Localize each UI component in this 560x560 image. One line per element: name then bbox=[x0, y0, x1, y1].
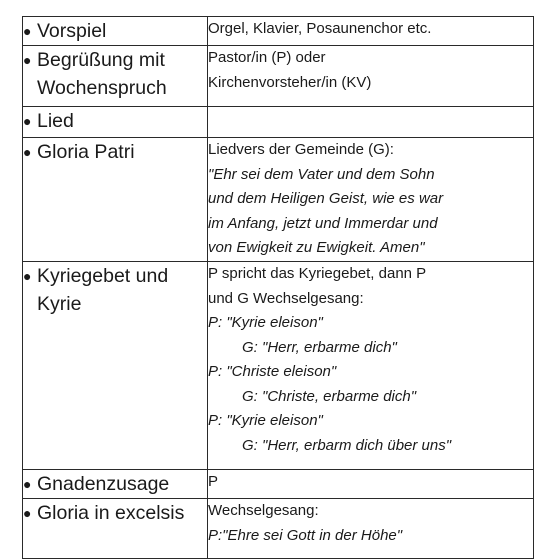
liturgy-row bbox=[23, 17, 534, 46]
liturgy-item bbox=[23, 17, 207, 45]
liturgy-row bbox=[23, 46, 534, 107]
liturgy-item-title: Gloria Patri bbox=[37, 141, 135, 163]
liturgy-item-title: Begrüßung mit Wochenspruch bbox=[37, 49, 167, 99]
liturgy-item-cell bbox=[23, 499, 208, 559]
bullet-icon: ● bbox=[23, 113, 32, 129]
liturgy-item-cell bbox=[23, 138, 208, 262]
liturgy-item-title: Vorspiel bbox=[37, 20, 107, 42]
liturgy-row bbox=[23, 107, 534, 138]
description-line: Liedvers der Gemeinde (G): bbox=[208, 141, 394, 158]
liturgy-row bbox=[23, 499, 534, 559]
liturgy-description bbox=[208, 17, 533, 42]
bullet-icon: ● bbox=[23, 268, 32, 284]
description-line: Kirchenvorsteher/in (KV) bbox=[208, 73, 372, 91]
description-line: von Ewigkeit zu Ewigkeit. Amen" bbox=[208, 239, 425, 256]
liturgy-item-cell bbox=[23, 262, 208, 470]
liturgy-description bbox=[208, 138, 533, 261]
bullet-icon: ● bbox=[23, 476, 32, 492]
liturgy-item-cell bbox=[23, 46, 208, 107]
description-line: P: "Kyrie eleison" bbox=[208, 412, 323, 429]
liturgy-description bbox=[208, 262, 533, 458]
liturgy-table bbox=[22, 16, 534, 559]
liturgy-item bbox=[23, 262, 207, 318]
liturgy-table-body bbox=[23, 17, 534, 559]
description-line: G: "Herr, erbarm dich über uns" bbox=[242, 436, 452, 454]
liturgy-description-cell bbox=[208, 470, 534, 499]
description-line: "Ehr sei dem Vater und dem Sohn bbox=[208, 165, 435, 183]
liturgy-description-cell bbox=[208, 46, 534, 107]
description-line: P spricht das Kyriegebet, dann P bbox=[208, 265, 427, 282]
description-line: im Anfang, jetzt und Immerdar und bbox=[208, 214, 438, 232]
bullet-icon: ● bbox=[23, 23, 32, 39]
liturgy-description-cell bbox=[208, 107, 534, 138]
description-line: P bbox=[208, 473, 219, 490]
liturgy-description-cell bbox=[208, 17, 534, 46]
description-line: und dem Heiligen Geist, wie es war bbox=[208, 190, 444, 207]
description-line: P: "Kyrie eleison" bbox=[208, 314, 323, 331]
liturgy-description bbox=[208, 499, 533, 548]
liturgy-item bbox=[23, 499, 207, 527]
liturgy-item bbox=[23, 107, 207, 135]
description-line: P:"Ehre sei Gott in der Höhe" bbox=[208, 526, 403, 544]
liturgy-item-cell bbox=[23, 107, 208, 138]
liturgy-item-title: Gloria in excelsis bbox=[37, 502, 185, 524]
description-line: Pastor/in (P) oder bbox=[208, 49, 326, 66]
liturgy-row bbox=[23, 262, 534, 470]
liturgy-description bbox=[208, 46, 533, 95]
description-line: P: "Christe eleison" bbox=[208, 363, 337, 380]
description-line: Orgel, Klavier, Posaunenchor etc. bbox=[208, 20, 432, 37]
liturgy-description-cell bbox=[208, 262, 534, 470]
liturgy-description-cell bbox=[208, 499, 534, 559]
description-line: und G Wechselgesang: bbox=[208, 289, 364, 307]
liturgy-description-cell bbox=[208, 138, 534, 262]
liturgy-row bbox=[23, 138, 534, 262]
liturgy-item-cell bbox=[23, 17, 208, 46]
liturgy-item bbox=[23, 470, 207, 498]
bullet-icon: ● bbox=[23, 505, 32, 521]
liturgy-item-title: Kyriegebet und Kyrie bbox=[37, 265, 169, 315]
liturgy-item-cell bbox=[23, 470, 208, 499]
liturgy-item bbox=[23, 138, 207, 166]
liturgy-description bbox=[208, 470, 533, 495]
bullet-icon: ● bbox=[23, 52, 32, 68]
liturgy-item bbox=[23, 46, 207, 102]
liturgy-row bbox=[23, 470, 534, 499]
bullet-icon: ● bbox=[23, 144, 32, 160]
liturgy-item-title: Gnadenzusage bbox=[37, 473, 170, 495]
liturgy-item-title: Lied bbox=[37, 110, 74, 132]
description-line: G: "Christe, erbarme dich" bbox=[242, 387, 417, 405]
description-line: G: "Herr, erbarme dich" bbox=[242, 338, 397, 356]
description-line: Wechselgesang: bbox=[208, 502, 319, 519]
